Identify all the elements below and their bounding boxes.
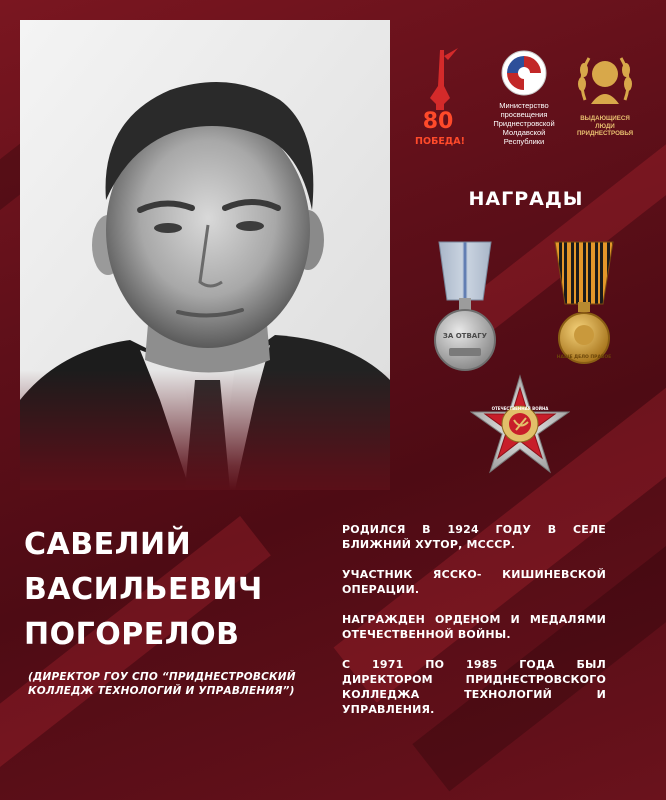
name-first: САВЕЛИЙ [24,527,192,562]
photo-fade [20,370,390,490]
bio-paragraph: НАГРАЖДЕН ОРДЕНОМ И МЕДАЛЯМИ ОТЕЧЕСТВЕННОЙ ВОЙНЫ. [342,613,606,641]
ministry-logo [486,50,562,160]
position-line: КОЛЛЕДЖ ТЕХНОЛОГИЙ И УПРАВЛЕНИЯ”) [28,685,295,697]
position-line: (ДИРЕКТОР ГОУ СПО “ПРИДНЕСТРОВСКИЙ [28,671,296,683]
medal-victory-text: НАШЕ ДЕЛО ПРАВОЕ [556,355,612,360]
order-text: ОТЕЧЕСТВЕННАЯ ВОЙНА [491,406,549,411]
name-last: ПОГОРЕЛОВ [24,617,240,652]
victory-number: 80 [422,109,454,134]
person-name [24,522,263,657]
awards-title: НАГРАДЫ [468,188,584,210]
ministry-line: просвещения [500,110,548,119]
medal-courage-text: ЗА ОТВАГУ [442,332,488,340]
portrait-photo [20,20,390,490]
ministry-line: Приднестровской [493,119,555,128]
victory-text: ПОБЕДА! [415,136,465,147]
order-patriotic-war-icon [470,374,570,479]
name-patronymic: ВАСИЛЬЕВИЧ [24,572,263,607]
bio-paragraph: РОДИЛСЯ В 1924 ГОДУ В СЕЛЕ БЛИЖНИЙ ХУТОР, МССCР. [342,523,606,551]
people-line: ЛЮДИ [595,122,615,130]
medal-victory-icon [545,240,623,370]
victory-80-logo [414,46,468,154]
ministry-line: Молдавской [502,128,546,137]
people-line: ВЫДАЮЩИЕСЯ [580,115,630,122]
biography [342,522,606,732]
ministry-emblem-icon [501,50,547,96]
outstanding-people-logo [572,48,638,148]
laurel-portrait-icon [575,48,635,110]
ministry-line: Республики [503,137,545,146]
people-line: ПРИДНЕСТРОВЬЯ [576,130,634,137]
bio-paragraph: УЧАСТНИК ЯССКО- КИШИНЕВСКОЙ ОПЕРАЦИИ. [342,568,606,596]
ministry-line: Министерство [499,101,549,110]
bio-paragraph: С 1971 ПО 1985 ГОДА БЫЛ ДИРЕКТОРОМ ПРИДНЕСТРОВСКОГО КОЛЛЕДЖА ТЕХНОЛОГИЙ И УПРАВЛЕНИЯ. [342,658,606,716]
person-position [28,670,328,698]
medal-courage-icon [425,240,505,375]
